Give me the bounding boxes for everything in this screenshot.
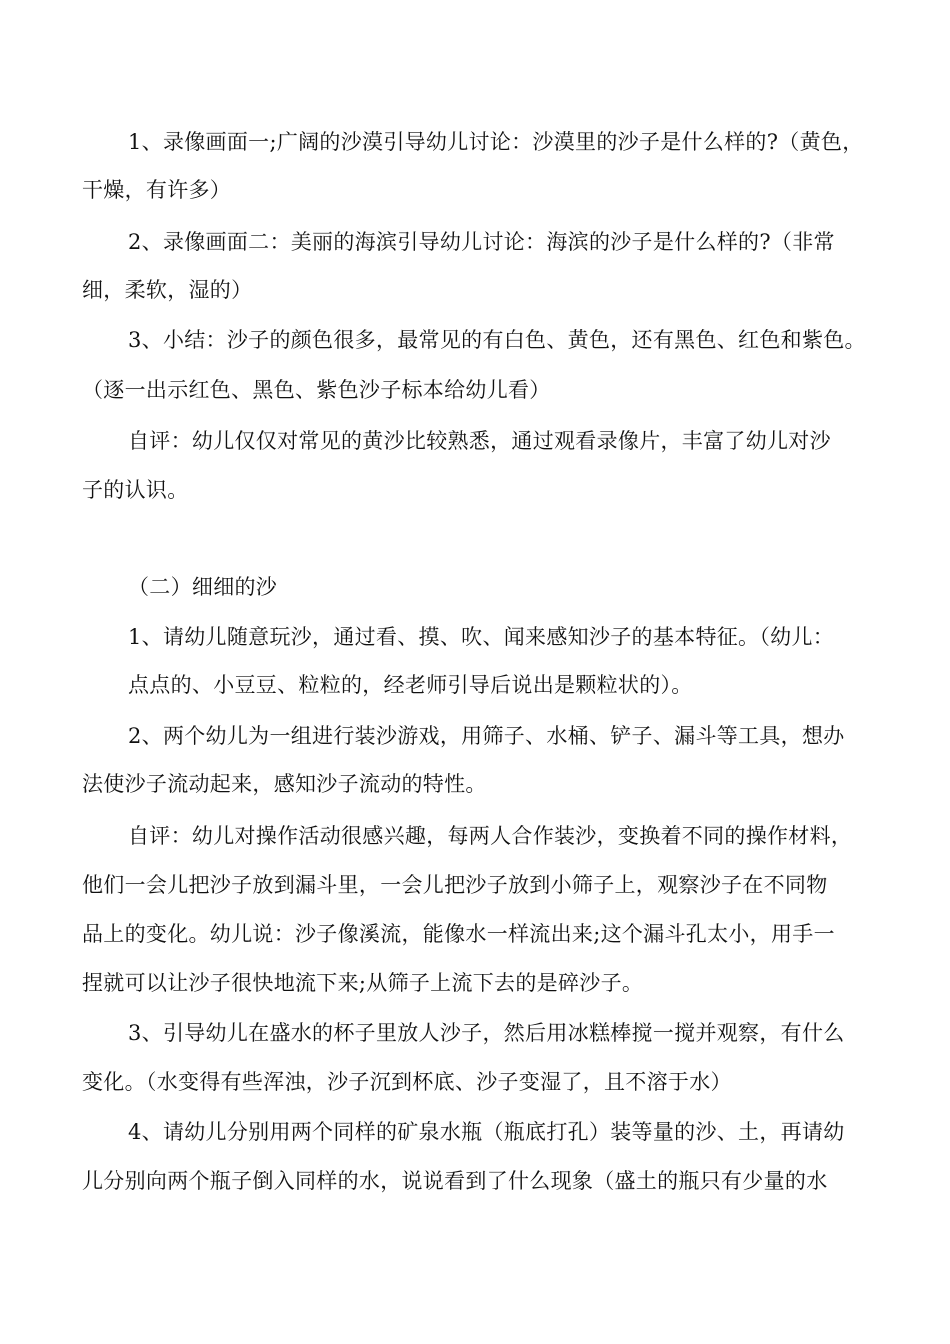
paragraph-line: 3、引导幼儿在盛水的杯子里放人沙子，然后用冰糕棒搅一搅并观察，有什么 <box>128 1021 845 1045</box>
paragraph-line: 自评：幼儿仅仅对常见的黄沙比较熟悉，通过观看录像片，丰富了幼儿对沙 <box>128 429 831 453</box>
paragraph-line: 自评：幼儿对操作活动很感兴趣，每两人合作装沙，变换着不同的操作材料， <box>128 824 853 848</box>
paragraph-line: 子的认识。 <box>82 478 189 502</box>
paragraph-line: 点点的、小豆豆、粒粒的，经老师引导后说出是颗粒状的）。 <box>128 673 693 697</box>
paragraph-line: 1、录像画面一;广阔的沙漠引导幼儿讨论：沙漠里的沙子是什么样的?（黄色， <box>128 130 864 154</box>
paragraph-line: 变化。（水变得有些浑浊，沙子沉到杯底、沙子变湿了，且不溶于水） <box>82 1070 732 1094</box>
paragraph-line: 2、录像画面二：美丽的海滨引导幼儿讨论：海滨的沙子是什么样的?（非常 <box>128 230 835 254</box>
paragraph-line: 他们一会儿把沙子放到漏斗里，一会儿把沙子放到小筛子上，观察沙子在不同物 <box>82 873 828 897</box>
paragraph-line: 3、小结：沙子的颜色很多，最常见的有白色、黄色，还有黑色、红色和紫色。 <box>128 328 866 352</box>
paragraph-line: 儿分别向两个瓶子倒入同样的水，说说看到了什么现象（盛土的瓶只有少量的水 <box>82 1169 828 1193</box>
paragraph-line: 2、两个幼儿为一组进行装沙游戏，用筛子、水桶、铲子、漏斗等工具，想办 <box>128 724 845 748</box>
paragraph-line: 细，柔软，湿的） <box>82 278 253 302</box>
section-heading: （二）细细的沙 <box>128 575 278 599</box>
paragraph-line: 1、请幼儿随意玩沙，通过看、摸、吹、闻来感知沙子的基本特征。（幼儿： <box>128 625 835 649</box>
paragraph-line: 法使沙子流动起来，感知沙子流动的特性。 <box>82 772 487 796</box>
paragraph-line: 捏就可以让沙子很快地流下来;从筛子上流下去的是碎沙子。 <box>82 971 644 995</box>
paragraph-line: 品上的变化。幼儿说：沙子像溪流，能像水一样流出来;这个漏斗孔太小，用手一 <box>82 922 835 946</box>
paragraph-line: 4、请幼儿分别用两个同样的矿泉水瓶（瓶底打孔）装等量的沙、土，再请幼 <box>128 1120 845 1144</box>
paragraph-line: 干燥，有许多） <box>82 178 232 202</box>
paragraph-line: （逐一出示红色、黑色、紫色沙子标本给幼儿看） <box>82 378 551 402</box>
